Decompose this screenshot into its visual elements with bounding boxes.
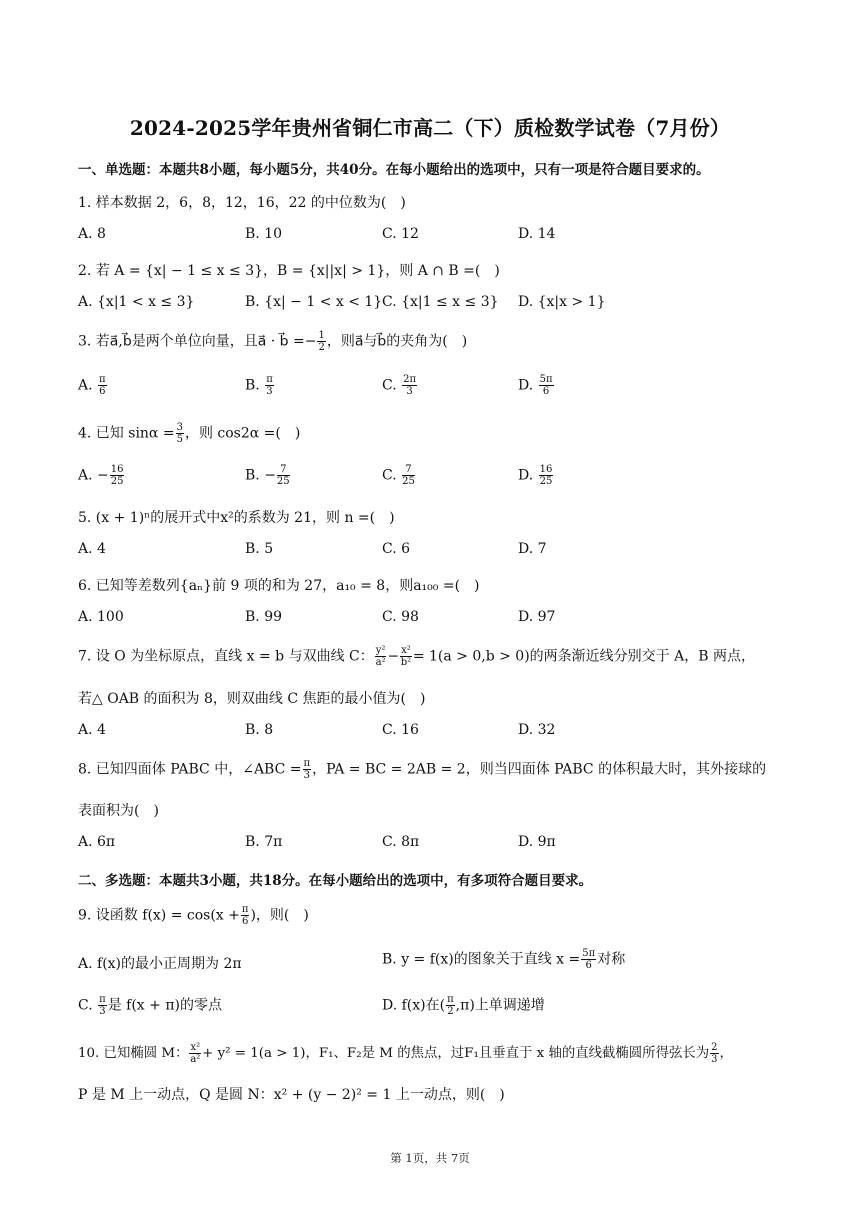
q4-option-a-den: 25 <box>110 476 124 487</box>
q7-frac2-den: b² <box>400 657 412 668</box>
q2-option-d: D. {x|x > 1} <box>518 294 606 310</box>
q2-option-a: A. {x|1 < x ≤ 3} <box>78 294 195 310</box>
q1-option-d: D. 14 <box>518 226 556 242</box>
q6-option-d: D. 97 <box>518 609 556 625</box>
q7-stem-part2: = 1(a > 0,b > 0)的两条渐近线分别交于 A，B 两点， <box>412 648 755 665</box>
q4-frac-num: 3 <box>176 422 183 433</box>
q3-option-a-den: 6 <box>99 386 106 397</box>
question-8-line2: 表面积为( ) <box>78 803 159 819</box>
q9-option-d-num: π <box>447 994 454 1005</box>
q1-option-c: C. 12 <box>382 226 419 242</box>
q9-option-d-den: 2 <box>447 1006 454 1017</box>
q8-fraction <box>303 758 312 781</box>
q9-option-b <box>382 948 625 971</box>
q3-option-d-den: 6 <box>542 386 550 397</box>
question-9 <box>78 904 309 927</box>
q9-option-b-num: 5π <box>582 948 596 959</box>
q4-option-d-frac <box>539 464 554 487</box>
question-7-line2: 若△ OAB 的面积为 8，则双曲线 C 焦距的最小值为( ) <box>78 691 426 707</box>
q3-option-b-num: π <box>266 374 273 385</box>
q3-fraction <box>317 330 325 353</box>
q4-option-a-frac <box>110 464 125 487</box>
question-10-line2: P 是 M 上一动点，Q 是圆 N：x² + (y − 2)² = 1 上一动点，则( ) <box>78 1087 505 1103</box>
question-1: 1. 样本数据 2，6，8，12，16，22 的中位数为( ) <box>78 195 406 211</box>
q4-option-a <box>78 464 125 487</box>
q9-option-c <box>78 994 222 1017</box>
q9-option-b-part2: 对称 <box>597 951 626 968</box>
q5-option-a: A. 4 <box>78 541 106 557</box>
q3-option-c-den: 3 <box>406 386 413 397</box>
question-5: 5. (x + 1)ⁿ的展开式中x²的系数为 21，则 n =( ) <box>78 510 395 526</box>
q9-option-b-frac <box>581 948 596 971</box>
q8-stem-part1: 8. 已知四面体 PABC 中，∠ABC = <box>78 761 302 778</box>
q4-option-d <box>518 464 554 487</box>
q3-stem-part1: 3. 若a⃗,b⃗是两个单位向量，且a⃗ · b⃗ =− <box>78 333 317 350</box>
q2-option-c: C. {x|1 ≤ x ≤ 3} <box>382 294 499 310</box>
q4-option-c-den: 25 <box>402 476 415 487</box>
q8-option-d: D. 9π <box>518 834 556 850</box>
q3-frac-den: 2 <box>318 342 325 353</box>
q3-stem-part2: ，则a⃗与b⃗的夹角为( ) <box>326 333 468 350</box>
q4-option-b-label: B. − <box>245 467 276 484</box>
q7-fraction-2 <box>400 645 412 668</box>
q5-option-b: B. 5 <box>245 541 274 557</box>
q3-option-c-label: C. <box>382 377 402 394</box>
q3-option-b <box>245 374 275 397</box>
q7-fraction-1 <box>375 645 387 668</box>
q3-option-c-num: 2π <box>403 374 417 385</box>
q3-option-a-frac <box>98 374 107 397</box>
q9-option-b-den: 6 <box>585 960 592 971</box>
q3-option-b-den: 3 <box>266 386 273 397</box>
q9-option-a: A. f(x)的最小正周期为 2π <box>78 956 242 972</box>
q9-option-c-label: C. <box>78 997 98 1014</box>
section-heading-multiple-choice: 二、多选题：本题共3小题，共18分。在每小题给出的选项中，有多项符合题目要求。 <box>78 873 593 889</box>
q4-option-b-den: 25 <box>276 476 290 487</box>
q4-stem-part1: 4. 已知 sinα = <box>78 425 175 442</box>
q7-stem-part1: 7. 设 O 为坐标原点，直线 x = b 与双曲线 C： <box>78 648 374 665</box>
q3-option-d-num: 5π <box>539 374 553 385</box>
q5-option-d: D. 7 <box>518 541 547 557</box>
q4-option-b <box>245 464 291 487</box>
q5-option-c: C. 6 <box>382 541 411 557</box>
q9-option-d-part1: D. f(x)在( <box>382 997 446 1014</box>
q2-option-b: B. {x| − 1 < x < 1} <box>245 294 383 310</box>
q4-option-c-num: 7 <box>402 464 415 476</box>
q10-frac2-num: 2 <box>711 1042 718 1053</box>
q4-option-b-frac <box>277 464 290 487</box>
q9-option-c-num: π <box>99 994 106 1005</box>
q9-stem-part1: 9. 设函数 f(x) = cos(x + <box>78 907 240 924</box>
q9-option-b-part1: B. y = f(x)的图象关于直线 x = <box>382 951 581 968</box>
q7-option-d: D. 32 <box>518 722 556 738</box>
q4-option-a-label: A. − <box>78 467 109 484</box>
q3-option-b-label: B. <box>245 377 265 394</box>
q4-fraction <box>176 422 184 445</box>
q10-frac1-num: x² <box>190 1042 201 1053</box>
q8-stem-part2: ，PA = BC = 2AB = 2，则当四面体 PABC 的体积最大时，其外接球的 <box>312 761 767 778</box>
q4-option-c <box>382 464 416 487</box>
q4-frac-den: 5 <box>176 434 183 445</box>
q7-frac2-num: x² <box>401 645 411 656</box>
q3-option-a <box>78 374 108 397</box>
q1-option-a: A. 8 <box>78 226 106 242</box>
q6-option-a: A. 100 <box>78 609 124 625</box>
q8-option-c: C. 8π <box>382 834 420 850</box>
question-4 <box>78 422 300 445</box>
q4-option-c-frac <box>402 464 415 487</box>
q3-frac-num: 1 <box>318 330 325 341</box>
q10-frac1-den: a² <box>190 1054 201 1065</box>
q1-option-b: B. 10 <box>245 226 283 242</box>
q9-option-d <box>382 994 545 1017</box>
q8-frac-num: π <box>303 758 311 769</box>
q3-option-b-frac <box>265 374 274 397</box>
q8-option-a: A. 6π <box>78 834 116 850</box>
q4-stem-part2: ，则 cos2α =( ) <box>184 425 301 442</box>
q3-option-d-label: D. <box>518 377 538 394</box>
q3-option-d <box>518 374 555 397</box>
q7-frac1-num: y² <box>375 645 386 656</box>
q10-stem-part1: 10. 已知椭圆 M： <box>78 1046 189 1061</box>
q7-option-c: C. 16 <box>382 722 419 738</box>
question-3 <box>78 330 467 353</box>
q9-fraction <box>241 904 250 927</box>
q4-option-d-den: 25 <box>539 476 553 487</box>
q9-frac-den: 6 <box>241 916 249 927</box>
q8-option-b: B. 7π <box>245 834 283 850</box>
q4-option-a-num: 16 <box>110 464 124 475</box>
q10-frac2-den: 3 <box>711 1054 718 1065</box>
q6-option-c: C. 98 <box>382 609 419 625</box>
q3-option-d-frac <box>539 374 554 397</box>
question-10 <box>78 1042 733 1065</box>
q7-option-a: A. 4 <box>78 722 106 738</box>
q10-stem-part2: + y² = 1(a > 1)，F₁、F₂是 M 的焦点，过F₁且垂直于 x 轴的直线截椭圆所得弦长为 <box>202 1046 710 1061</box>
q9-option-d-frac <box>446 994 455 1017</box>
page-footer: 第 1页，共 7页 <box>390 1151 470 1165</box>
question-7 <box>78 645 755 668</box>
q7-minus: − <box>387 648 400 665</box>
q6-option-b: B. 99 <box>245 609 283 625</box>
q7-frac1-den: a² <box>375 657 386 668</box>
q9-option-c-frac <box>98 994 107 1017</box>
q3-option-a-num: π <box>99 374 106 385</box>
q4-option-d-num: 16 <box>539 464 553 475</box>
q4-option-d-label: D. <box>518 467 538 484</box>
q3-option-c <box>382 374 418 397</box>
q8-frac-den: 3 <box>303 770 310 781</box>
q10-fraction-2 <box>710 1042 718 1065</box>
q9-stem-part2: )，则( ) <box>250 907 309 924</box>
q9-option-c-text: 是 f(x + π)的零点 <box>107 997 222 1014</box>
q4-option-b-num: 7 <box>277 464 290 476</box>
q4-option-c-label: C. <box>382 467 402 484</box>
q10-stem-part3: ， <box>719 1046 733 1061</box>
q3-option-c-frac <box>402 374 417 397</box>
q9-option-c-den: 3 <box>99 1006 106 1017</box>
question-2: 2. 若 A = {x| − 1 ≤ x ≤ 3}，B = {x||x| > 1}，则 A ∩ B =( ) <box>78 263 500 279</box>
section-heading-single-choice: 一、单选题：本题共8小题，每小题5分，共40分。在每小题给出的选项中，只有一项是符合题目要求的。 <box>78 162 710 178</box>
question-8 <box>78 758 766 781</box>
q3-option-a-label: A. <box>78 377 98 394</box>
question-6: 6. 已知等差数列{aₙ}前 9 项的和为 27，a₁₀ = 8，则a₁₀₀ =( ) <box>78 578 480 594</box>
q9-frac-num: π <box>241 904 249 915</box>
page-title: 2024-2025学年贵州省铜仁市高二（下）质检数学试卷（7月份） <box>129 116 731 140</box>
q9-option-d-part2: ,π)上单调递增 <box>455 997 545 1014</box>
q7-option-b: B. 8 <box>245 722 274 738</box>
q10-fraction-1 <box>189 1042 201 1065</box>
